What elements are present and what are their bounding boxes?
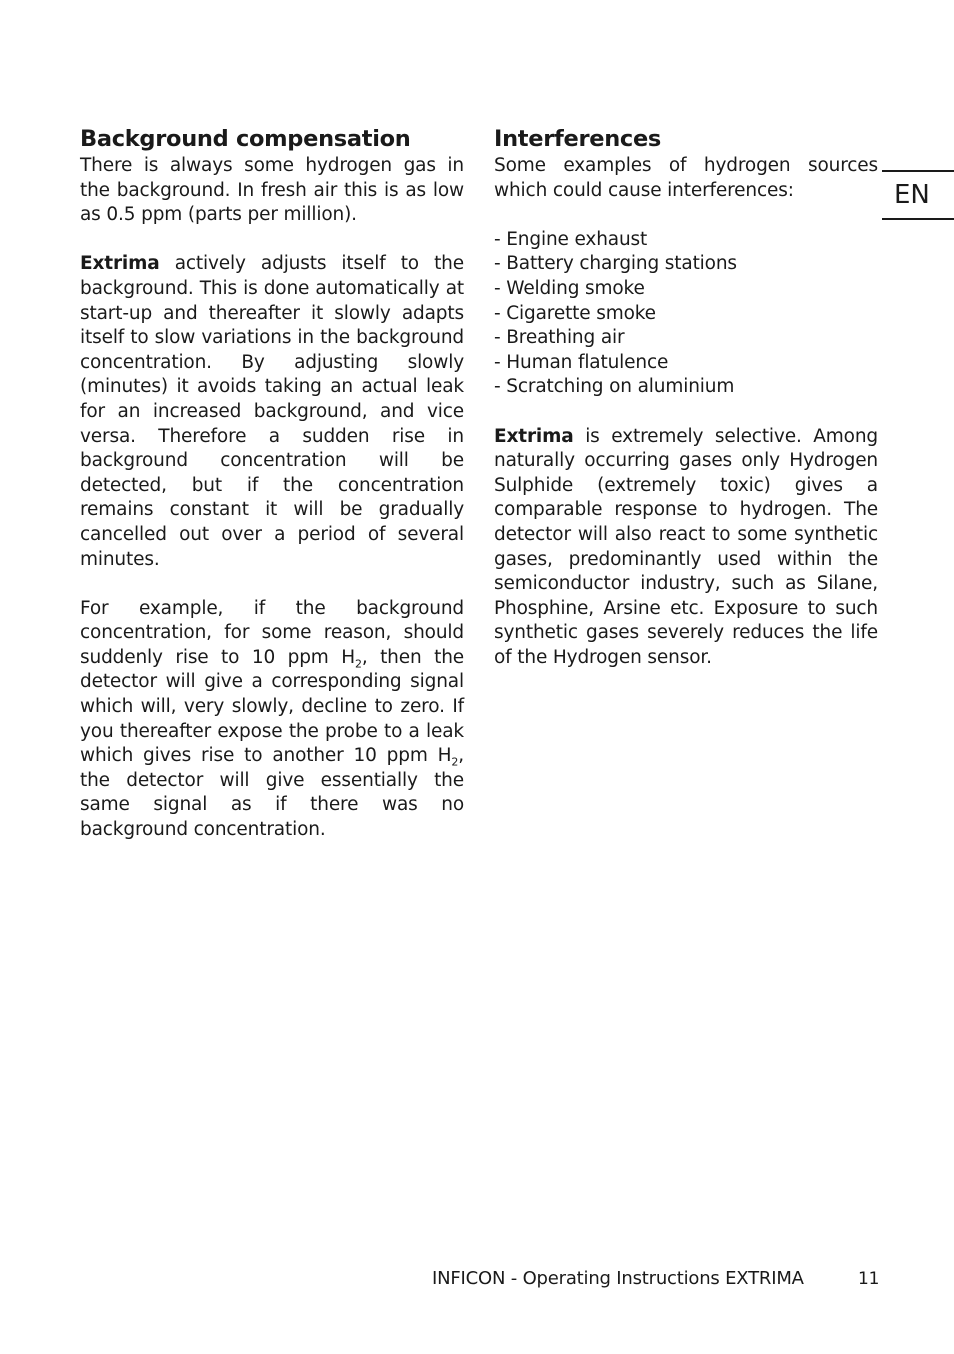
paragraph-background-intro: There is always some hydrogen gas in the background. In fresh air this is as low as 0.5 ppm (parts per million). — [80, 155, 464, 226]
paragraph-adjustment: Extrima actively adjusts itself to the background. This is done automatically at start-up and thereafter it slowly adapts itself to slow variations in the background concentration. By adjusting slowly (minutes) it avoids taking an actual leak for an increased background, and vice versa. Therefore a sudden rise in background concentration will be detected, but if the concentration remains constant it will be gradually cancelled out over a period of several minutes. — [80, 253, 464, 570]
list-item: - Welding smoke — [494, 277, 645, 299]
section-heading: Interferences — [494, 126, 662, 152]
page-number: 11 — [858, 1269, 880, 1289]
paragraph-interference-intro: Some examples of hydrogen sources which could cause interferences: — [494, 155, 878, 201]
hydrogen-sources-list — [494, 228, 878, 400]
product-name: Extrima — [80, 253, 160, 275]
list-item: - Scratching on aluminium — [494, 376, 735, 398]
list-item: - Battery charging stations — [494, 253, 737, 275]
section-heading: Background compensation — [80, 126, 411, 152]
list-item: - Cigarette smoke — [494, 302, 656, 324]
footer-title: INFICON - Operating Instructions EXTRIMA — [432, 1268, 804, 1289]
product-name: Extrima — [494, 425, 574, 447]
language-label: EN — [894, 180, 930, 210]
paragraph-selectivity: Extrima is extremely selective. Among naturally occurring gases only Hydrogen Sulphide (extremely toxic) gives a comparable response to hydrogen. The detector will also react to some synthetic gases, predominantly used within the semiconductor industry, such as Silane, Phosphine, Arsine etc. Exposure to such synthetic gases severely reduces the life of the Hydrogen sensor. — [494, 425, 878, 668]
list-item: - Human flatulence — [494, 351, 669, 373]
list-item: - Engine exhaust — [494, 228, 648, 250]
background-compensation-section — [80, 124, 464, 843]
interferences-section — [494, 124, 878, 670]
list-item: - Breathing air — [494, 327, 625, 349]
language-tab — [882, 170, 954, 220]
paragraph-example: For example, if the background concentration, for some reason, should suddenly rise to 10 ppm $H_2$, then the detector will give a corresponding signal which will, very slowly, decline to zero. If you thereafter expose the probe to a leak which gives rise to another 10 ppm $H_2$, the detector will give essentially the same signal as if there was no background concentration. — [80, 597, 465, 841]
